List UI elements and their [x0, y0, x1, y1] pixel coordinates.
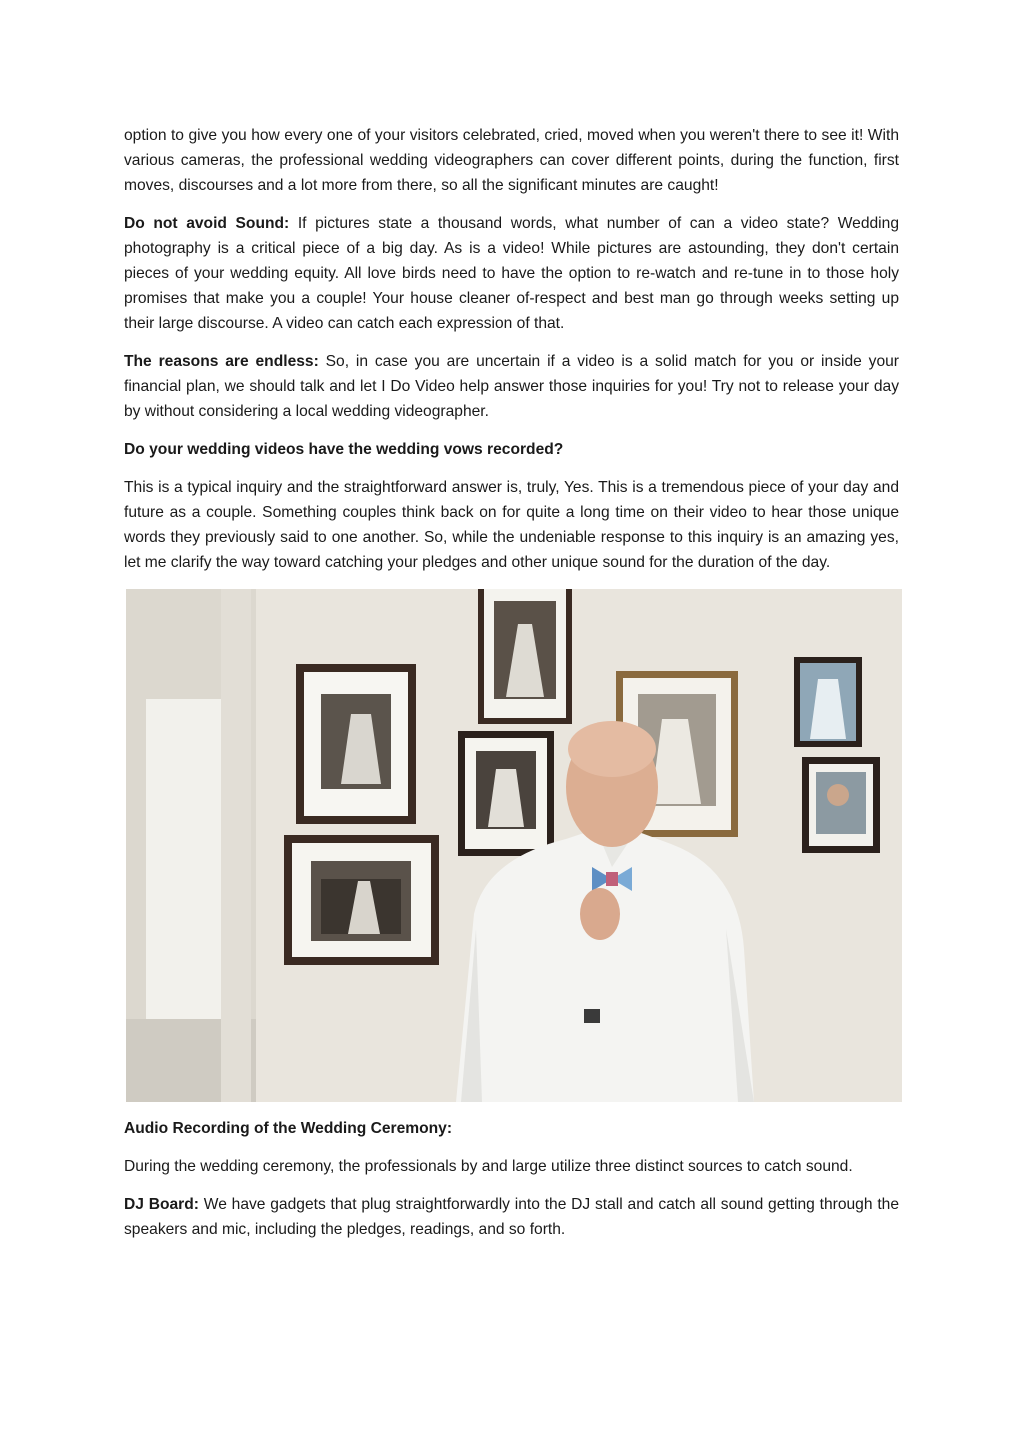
paragraph: During the wedding ceremony, the professionals by and large utilize three distinct sources to catch sound.: [124, 1158, 853, 1175]
paragraph-body: So, in case you are uncertain if a video is a solid match for you or inside your financial plan, we should talk and let I Do Video help answer those inquiries for you! Try not to release your day by without considering a local wedding videographer.: [124, 353, 899, 420]
paragraph-dj-board: [124, 1192, 899, 1242]
framed-photo: [802, 757, 880, 853]
framed-photo: [296, 664, 416, 824]
paragraph: option to give you how every one of your visitors celebrated, cried, moved when you weren't there to see it! With various cameras, the professional wedding videographers can cover different points, during the function, first moves, discourses and a lot more from there, so all the significant minutes are caught!: [124, 127, 899, 194]
wedding-photo: [126, 589, 902, 1102]
paragraph-do-not-avoid-sound: [124, 211, 899, 336]
framed-photo: [284, 835, 439, 965]
paragraph-body: If pictures state a thousand words, what number of can a video state? Wedding photography is a critical piece of a big day. As is a video! While pictures are astounding, they don't certain pieces of your wedding equity. All love birds need to have the option to re-watch and re-tune in to those holy promises that make you a couple! Your house cleaner of-respect and best man go through weeks setting up their large discourse. A video can catch each expression of that.: [124, 215, 899, 332]
paragraph-body: We have gadgets that plug straightforwardly into the DJ stall and catch all sound getting through the speakers and mic, including the pledges, readings, and so forth.: [124, 1196, 899, 1238]
framed-photo: [478, 589, 572, 724]
paragraph-reasons-endless: [124, 349, 899, 424]
section-heading: Audio Recording of the Wedding Ceremony:: [124, 1120, 453, 1137]
framed-photo: [794, 657, 862, 747]
framed-photo: [458, 731, 554, 856]
paragraph-lead: Do not avoid Sound:: [124, 215, 290, 232]
groom-photo-illustration: [126, 589, 902, 1102]
page-content: [124, 123, 899, 1255]
section-heading: Do your wedding videos have the wedding vows recorded?: [124, 441, 564, 458]
paragraph-lead: The reasons are endless:: [124, 353, 319, 370]
paragraph: This is a typical inquiry and the straightforward answer is, truly, Yes. This is a tremendous piece of your day and future as a couple. Something couples think back on for quite a long time on their video to hear those unique words they previously said to one another. So, while the undeniable response to this inquiry is an amazing yes, let me clarify the way toward catching your pledges and other unique sound for the duration of the day.: [124, 479, 899, 571]
paragraph-lead: DJ Board:: [124, 1196, 199, 1213]
